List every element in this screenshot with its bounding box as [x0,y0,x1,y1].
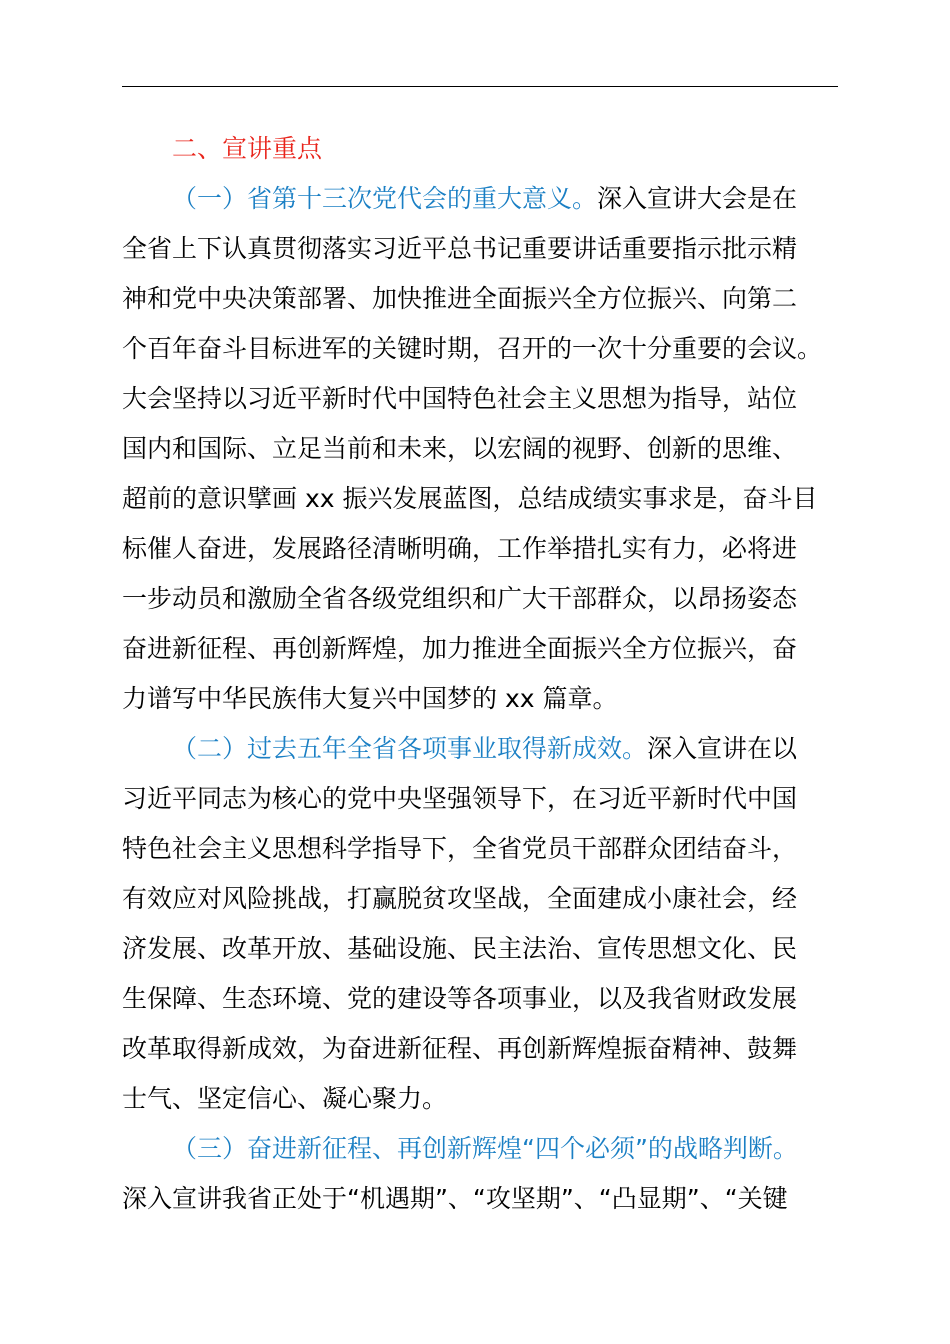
paragraph-line: 国内和国际、立足当前和未来，以宏阔的视野、创新的思维、 [122,434,798,463]
paragraph-line: 个百年奋斗目标进军的关键时期，召开的一次十分重要的会议。 [122,334,823,363]
paragraph-line: 大会坚持以习近平新时代中国特色社会主义思想为指导，站位 [122,384,798,413]
paragraph-text: 深入宣讲大会是在 [597,184,798,213]
paragraph-line [122,174,838,224]
paragraph-line: 生保障、生态环境、党的建设等各项事业，以及我省财政发展 [122,984,798,1013]
paragraph-line: 有效应对风险挑战，打赢脱贫攻坚战，全面建成小康社会，经 [122,884,798,913]
paragraph-1 [122,174,838,724]
paragraph-line: 深入宣讲我省正处于“机遇期”、“攻坚期”、“凸显期”、“关键 [122,1184,788,1213]
paragraph-text: 深入宣讲在以 [647,734,798,763]
paragraph-line: 济发展、改革开放、基础设施、民主法治、宣传思想文化、民 [122,934,798,963]
paragraph-line: 一步动员和激励全省各级党组织和广大干部群众，以昂扬姿态 [122,584,798,613]
paragraph-line: 标催人奋进，发展路径清晰明确，工作举措扎实有力，必将进 [122,534,798,563]
section-heading: 二、宣讲重点 [172,134,323,163]
subheading-2: （二）过去五年全省各项事业取得新成效。 [172,734,648,763]
paragraph-3 [122,1124,838,1224]
paragraph-line: 神和党中央决策部署、加快推进全面振兴全方位振兴、向第二 [122,284,798,313]
paragraph-line [122,1124,838,1174]
paragraph-line: 奋进新征程、再创新辉煌，加力推进全面振兴全方位振兴，奋 [122,634,798,663]
paragraph-line: 特色社会主义思想科学指导下，全省党员干部群众团结奋斗， [122,834,798,863]
paragraph-line: 超前的意识擘画 xx 振兴发展蓝图，总结成绩实事求是，奋斗目 [122,484,818,513]
subheading-1: （一）省第十三次党代会的重大意义。 [172,184,598,213]
header-rule [122,86,838,87]
subheading-3: （三）奋进新征程、再创新辉煌“四个必须”的战略判断。 [172,1134,798,1163]
document-body [122,124,838,1224]
paragraph-line [122,724,838,774]
paragraph-line: 习近平同志为核心的党中央坚强领导下，在习近平新时代中国 [122,784,798,813]
paragraph-2 [122,724,838,1124]
paragraph-line: 士气、坚定信心、凝心聚力。 [122,1084,448,1113]
paragraph-line: 全省上下认真贯彻落实习近平总书记重要讲话重要指示批示精 [122,234,798,263]
paragraph-line: 改革取得新成效，为奋进新征程、再创新辉煌振奋精神、鼓舞 [122,1034,798,1063]
paragraph-line: 力谱写中华民族伟大复兴中国梦的 xx 篇章。 [122,684,618,713]
